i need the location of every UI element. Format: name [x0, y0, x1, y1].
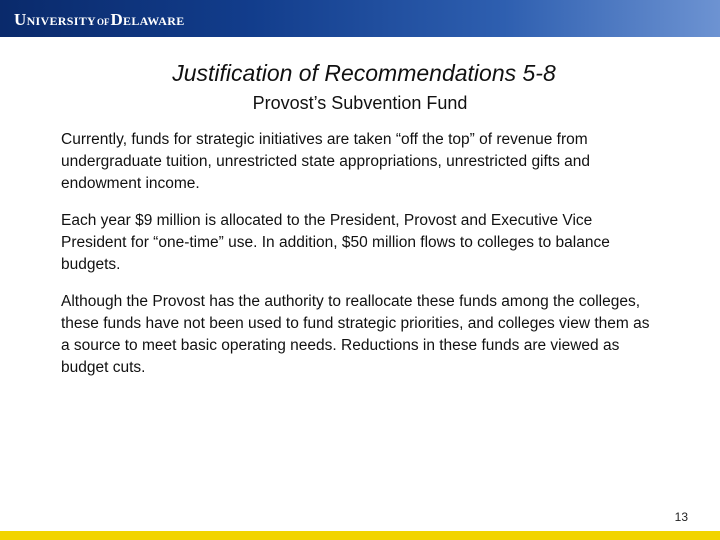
logo-niversity: NIVERSITY	[26, 14, 96, 28]
body-paragraph: Each year $9 million is allocated to the President, Provost and Executive Vice President for “one-time” use. In addition, $50 million flows to colleges to balance budgets.	[61, 212, 610, 273]
slide-title: Justification of Recommendations 5-8	[172, 60, 556, 86]
slide-subtitle: Provost’s Subvention Fund	[252, 93, 468, 113]
slide-body	[61, 129, 661, 394]
page-number: 13	[674, 510, 688, 524]
logo-letter-u: U	[14, 10, 27, 29]
logo-of: OF	[96, 17, 110, 27]
body-paragraph: Although the Provost has the authority to reallocate these funds among the colleges, these funds have not been used to fund strategic priorities, and colleges view them as a source to meet basic operating needs. Reductions in these funds are viewed as budget cuts.	[61, 293, 650, 376]
logo-letter-d: D	[110, 10, 124, 29]
body-paragraph: Currently, funds for strategic initiatives are taken “off the top” of revenue from undergraduate tuition, unrestricted state appropriations, unrestricted gifts and endowment income.	[61, 131, 591, 192]
university-logo[interactable]	[14, 10, 185, 30]
header-banner	[0, 0, 720, 37]
logo-elaware: ELAWARE	[123, 14, 185, 28]
footer-accent-bar	[0, 531, 720, 540]
